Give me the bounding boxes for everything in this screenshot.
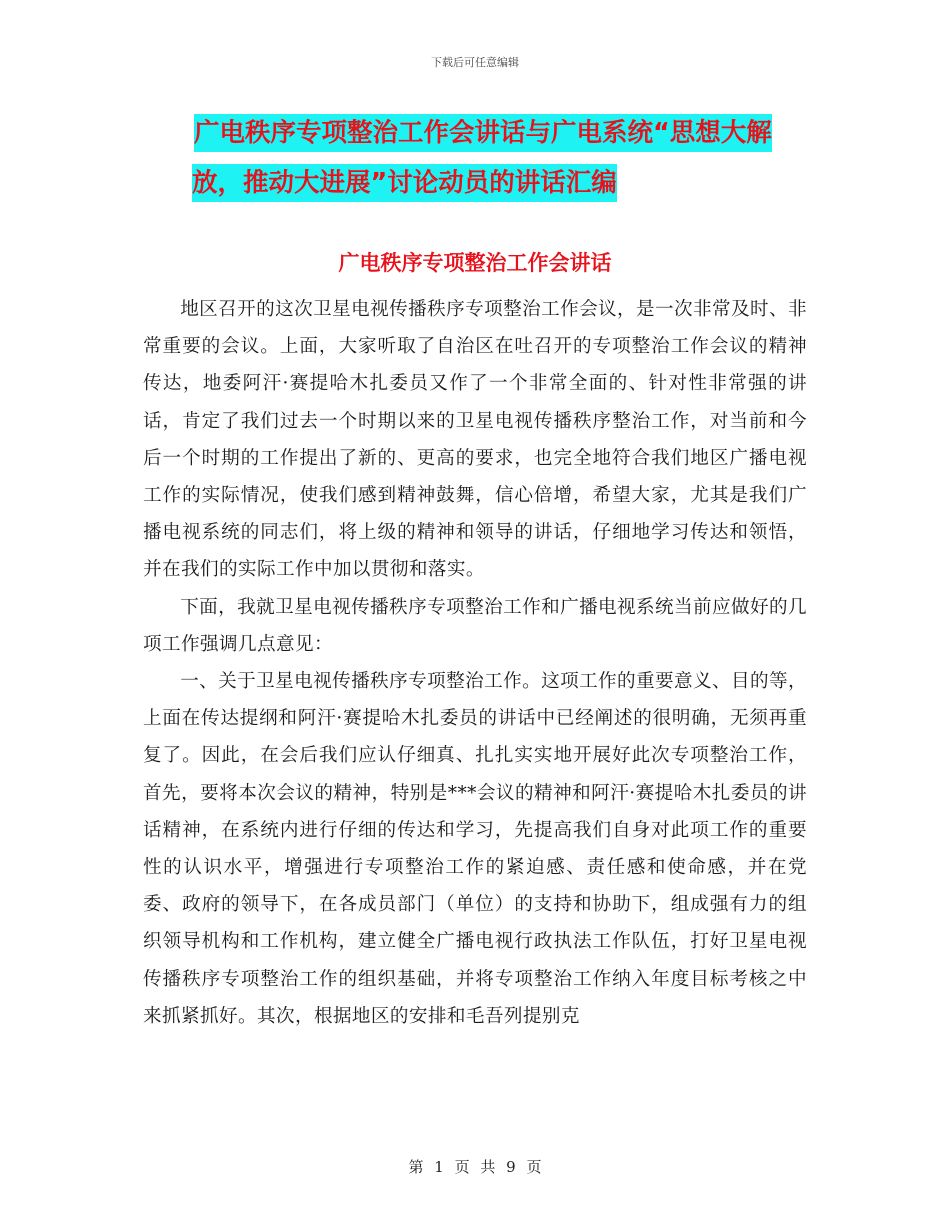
section-title: 广电秩序专项整治工作会讲话 <box>338 251 612 275</box>
document-title <box>100 108 880 208</box>
title-line-2: 放，推动大进展”讨论动员的讲话汇编 <box>192 164 617 202</box>
header-note: 下载后可任意编辑 <box>431 56 519 69</box>
paragraph: 一、关于卫星电视传播秩序专项整治工作。这项工作的重要意义、目的等，上面在传达提纲和阿汗·赛提哈木扎委员的讲话中已经阐述的很明确，无须再重复了。因此，在会后我们应认仔细真、扎扎实实地开展好此次专项整治工作，首先，要将本次会议的精神，特别是***会议的精神和阿汗·赛提哈木扎委员的讲话精神，在系统内进行仔细的传达和学习，先提高我们自身对此项工作的重要性的认识水平，增强进行专项整治工作的紧迫感、责任感和使命感，并在党委、政府的领导下，在各成员部门（单位）的支持和协助下，组成强有力的组织领导机构和工作机构，建立健全广播电视行政执法工作队伍，打好卫星电视传播秩序专项整治工作的组织基础，并将专项整治工作纳入年度目标考核之中来抓紧抓好。其次，根据地区的安排和毛吾列提别克 <box>143 671 807 1027</box>
paragraph: 地区召开的这次卫星电视传播秩序专项整治工作会议，是一次非常及时、非常重要的会议。上面，大家听取了自治区在吐召开的专项整治工作会议的精神传达，地委阿汗·赛提哈木扎委员又作了一个非常全面的、针对性非常强的讲话，肯定了我们过去一个时期以来的卫星电视传播秩序整治工作，对当前和今后一个时期的工作提出了新的、更高的要求，也完全地符合我们地区广播电视工作的实际情况，使我们感到精神鼓舞，信心倍增，希望大家，尤其是我们广播电视系统的同志们，将上级的精神和领导的讲话，仔细地学习传达和领悟，并在我们的实际工作中加以贯彻和落实。 <box>143 299 807 581</box>
body-text <box>143 291 807 1035</box>
paragraph: 下面，我就卫星电视传播秩序专项整治工作和广播电视系统当前应做好的几项工作强调几点意见： <box>143 596 807 655</box>
page-footer: 第 1 页 共 9 页 <box>408 1158 542 1176</box>
title-line-1: 广电秩序专项整治工作会讲话与广电系统“思想大解 <box>194 114 772 152</box>
